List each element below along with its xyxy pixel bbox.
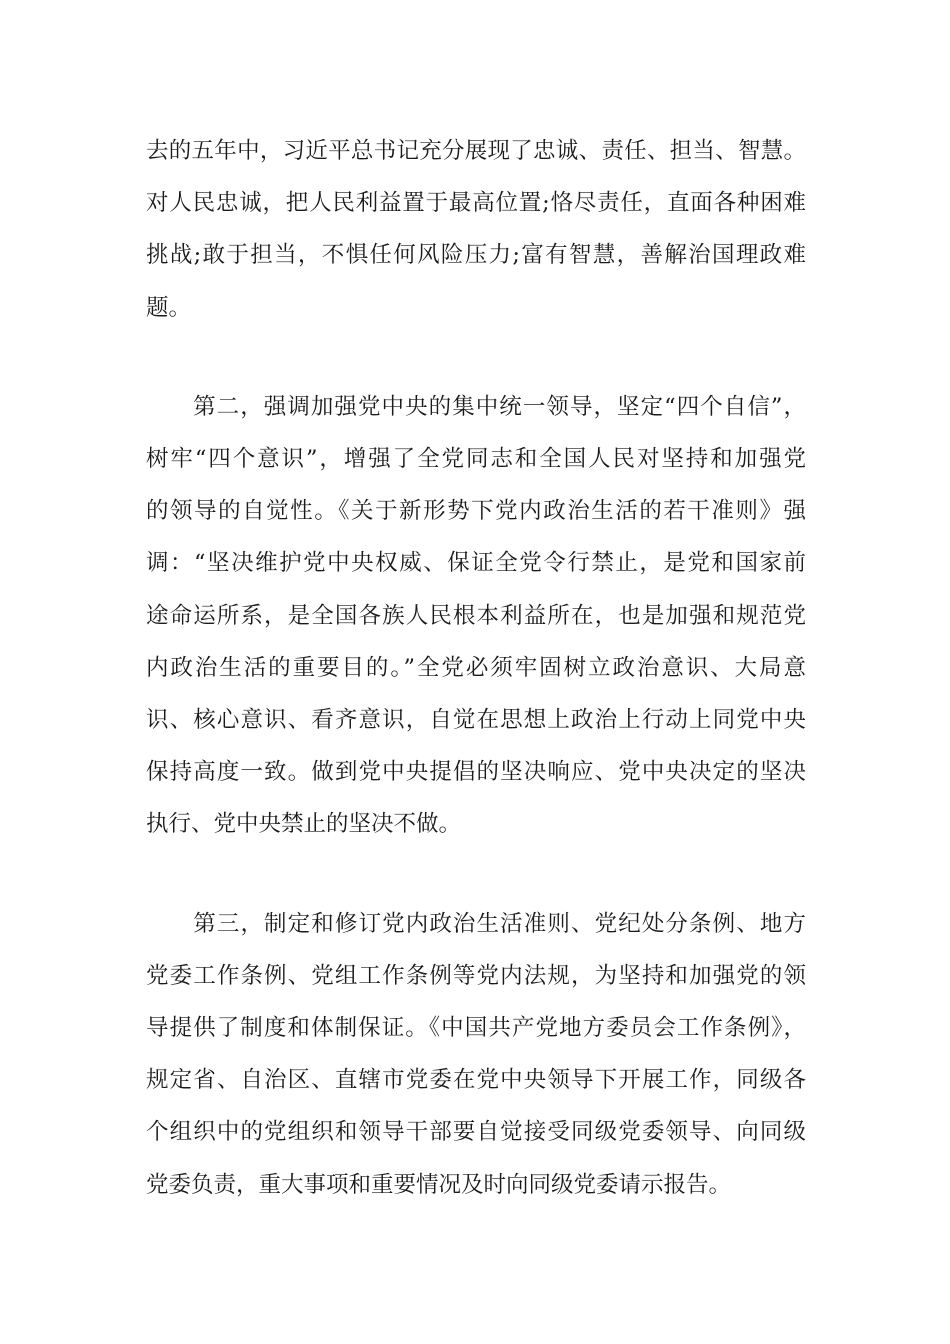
document-body (146, 125, 806, 1211)
text-line: 导提供了制度和体制保证。《中国共产党地方委员会工作条例》， (146, 1015, 806, 1042)
text-line: 树牢“四个意识”，增强了全党同志和全国人民对坚持和加强党 (146, 446, 806, 473)
text-line: 调：“坚决维护党中央权威、保证全党令行禁止，是党和国家前 (146, 550, 806, 577)
paragraph-3 (146, 898, 806, 1211)
paragraph-spacer (146, 334, 806, 381)
text-line: 党委工作条例、党组工作条例等党内法规，为坚持和加强党的领 (146, 962, 806, 989)
text-line: 途命运所系，是全国各族人民根本利益所在，也是加强和规范党 (146, 602, 806, 629)
paragraph-1 (146, 125, 806, 334)
text-line: 对人民忠诚，把人民利益置于最高位置;恪尽责任，直面各种困难 (146, 190, 806, 217)
text-line: 党委负责，重大事项和重要情况及时向同级党委请示报告。 (146, 1171, 732, 1198)
text-line: 第三，制定和修订党内政治生活准则、党纪处分条例、地方 (146, 910, 806, 937)
text-line: 第二，强调加强党中央的集中统一领导，坚定“四个自信”， (146, 393, 806, 420)
text-line: 内政治生活的重要目的。”全党必须牢固树立政治意识、大局意 (146, 654, 806, 681)
text-line: 保持高度一致。做到党中央提倡的坚决响应、党中央决定的坚决 (146, 759, 806, 786)
text-line: 的领导的自觉性。《关于新形势下党内政治生活的若干准则》强 (146, 498, 806, 525)
paragraph-2 (146, 381, 806, 851)
paragraph-spacer (146, 851, 806, 898)
text-line: 执行、党中央禁止的坚决不做。 (146, 811, 462, 838)
text-line: 规定省、自治区、直辖市党委在党中央领导下开展工作，同级各 (146, 1067, 806, 1094)
text-line: 识、核心意识、看齐意识，自觉在思想上政治上行动上同党中央 (146, 707, 806, 734)
text-line: 题。 (146, 294, 192, 321)
text-line: 去的五年中，习近平总书记充分展现了忠诚、责任、担当、智慧。 (146, 138, 806, 164)
text-line: 个组织中的党组织和领导干部要自觉接受同级党委领导、向同级 (146, 1119, 806, 1146)
text-line: 挑战;敢于担当，不惧任何风险压力;富有智慧，善解治国理政难 (146, 242, 806, 269)
